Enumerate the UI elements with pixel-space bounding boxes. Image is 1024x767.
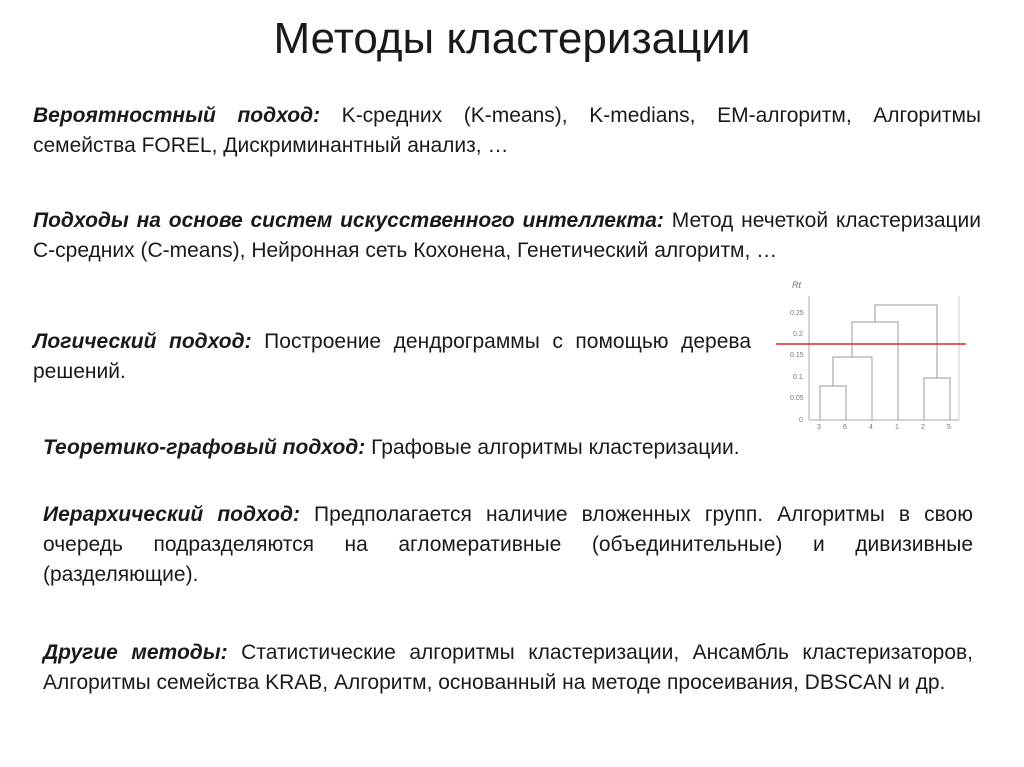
section-lead: Иерархический подход: (43, 503, 300, 526)
dendrogram-link (820, 386, 846, 420)
dendrogram-figure (754, 276, 970, 436)
section-probabilistic (33, 101, 981, 161)
dendrogram-leaf-label: 2 (921, 424, 925, 431)
dendrogram-leaf-label: 5 (947, 424, 951, 431)
section-text: Метод нечеткой кластеризации C-средних (C-means), Нейронная сеть Кохонена, Генетический алгоритм, … (33, 209, 981, 262)
dendrogram-y-tick: 0 (799, 417, 803, 424)
dendrogram-leaf-label: 6 (843, 424, 847, 431)
dendrogram-leaf-label: 1 (895, 424, 899, 431)
section-ai-systems (33, 206, 981, 266)
dendrogram-leaf-label: 4 (869, 424, 873, 431)
section-logical (33, 327, 751, 387)
section-text: Построение дендрограммы с помощью дерева решений. (33, 330, 751, 383)
section-graph-theory (43, 433, 983, 463)
dendrogram-y-tick: 0.15 (790, 352, 804, 359)
dendrogram-leaf-label: 3 (817, 424, 821, 431)
section-other-methods (43, 638, 973, 698)
dendrogram-y-tick: 0.05 (790, 395, 804, 402)
section-text: Статистические алгоритмы кластеризации, Ансамбль кластеризаторов, Алгоритмы семейства KRAB, Алгоритм, основанный на методе просеивания, DBSCAN и др. (43, 641, 973, 694)
page-title: Методы кластеризации (273, 14, 751, 63)
dendrogram-links (820, 305, 950, 420)
section-lead: Логический подход: (33, 330, 252, 353)
dendrogram-y-tick: 0.1 (793, 374, 803, 381)
dendrogram-link (852, 322, 898, 420)
section-hierarchical (43, 500, 973, 590)
section-text: K-средних (K-means), K-medians, EM-алгоритм, Алгоритмы семейства FOREL, Дискриминантный анализ, … (33, 104, 981, 157)
dendrogram-link (833, 357, 872, 420)
section-lead: Теоретико-графовый подход: (43, 436, 366, 459)
section-lead: Другие методы: (43, 641, 228, 664)
dendrogram-axis-label: Rt (792, 280, 801, 290)
dendrogram-y-tick: 0.2 (793, 331, 803, 338)
section-lead: Подходы на основе систем искусственного интеллекта: (33, 209, 664, 232)
dendrogram-link (924, 378, 950, 420)
dendrogram-y-tick: 0.25 (790, 310, 804, 317)
section-text: Предполагается наличие вложенных групп. Алгоритмы в свою очередь подразделяются на агломеративные (объединительные) и дивизивные (разделяющие). (43, 503, 973, 586)
section-lead: Вероятностный подход: (33, 104, 321, 127)
section-text: Графовые алгоритмы кластеризации. (365, 436, 740, 459)
dendrogram-link (875, 305, 937, 378)
